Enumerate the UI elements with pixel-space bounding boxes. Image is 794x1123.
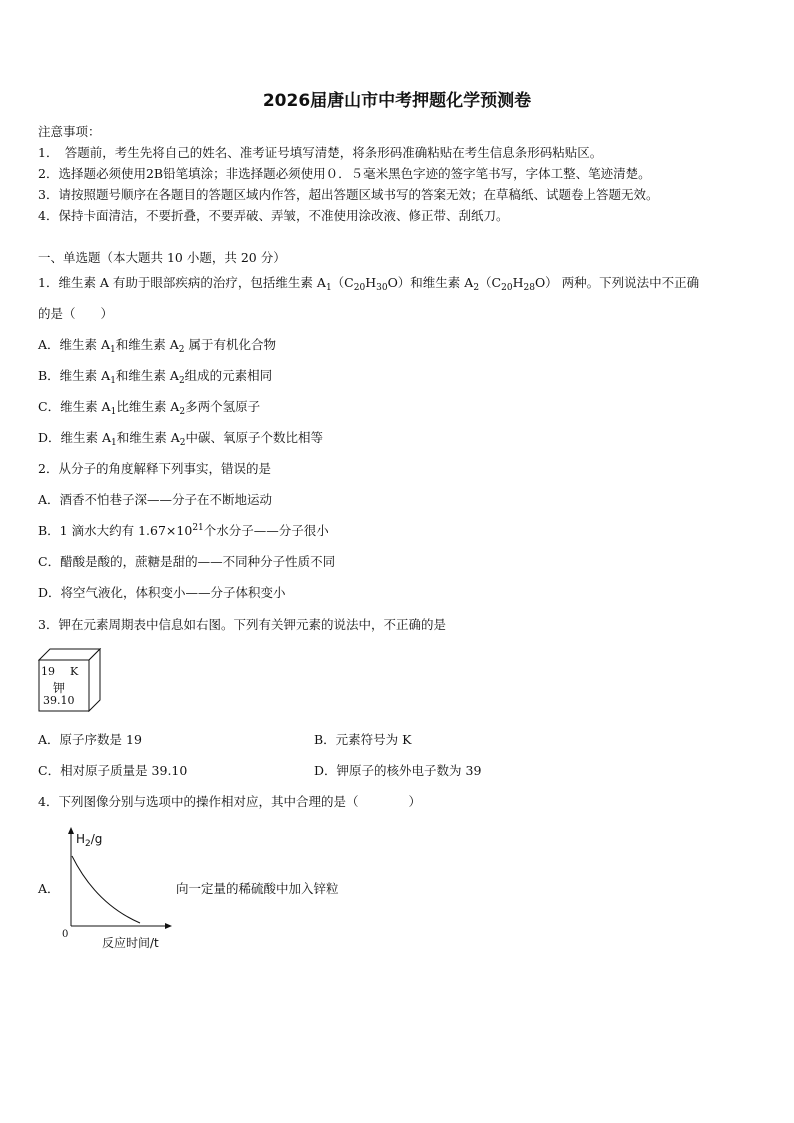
question-3-option-a: A．原子序数是 19 bbox=[38, 732, 142, 747]
option-text: 和维生素 A bbox=[116, 430, 180, 445]
graph-origin-label: 0 bbox=[62, 929, 69, 940]
option-text: 组成的元素相同 bbox=[184, 368, 273, 383]
q1-text: O） 两种。下列说法中不正确 bbox=[534, 275, 700, 290]
graph-y-label bbox=[76, 832, 102, 849]
q1-text: O）和维生素 A bbox=[387, 275, 474, 290]
element-atomic-number: 19 bbox=[41, 665, 55, 678]
option-text: 多两个氢原子 bbox=[185, 399, 261, 414]
option-text: 和维生素 A bbox=[115, 337, 179, 352]
option-text: D．维生素 A bbox=[38, 430, 112, 445]
option-text: B．1 滴水大约有 1.67×10 bbox=[38, 523, 193, 538]
note-item: 2．选择题必须使用2B铅笔填涂；非选择题必须使用０．５毫米黑色字迹的签字笔书写，字体工整、笔迹清楚。 bbox=[38, 166, 651, 181]
q1-sub: 28 bbox=[523, 283, 535, 293]
option-text: 属于有机化合物 bbox=[184, 337, 276, 352]
graph-curve bbox=[72, 856, 140, 923]
question-2-option-d: D．将空气液化，体积变小——分子体积变小 bbox=[38, 585, 286, 600]
note-item: 4．保持卡面清洁，不要折叠，不要弄破、弄皱，不准使用涂改液、修正带、刮纸刀。 bbox=[38, 208, 509, 223]
question-4-option-a-label: A． bbox=[38, 881, 60, 896]
note-item: 3．请按照题号顺序在各题目的答题区域内作答，超出答题区域书写的答案无效；在草稿纸、试题卷上答题无效。 bbox=[38, 187, 659, 202]
question-2-option-b bbox=[38, 521, 329, 539]
question-4-option-a-desc: 向一定量的稀硫酸中加入锌粒 bbox=[176, 881, 339, 896]
element-atomic-mass: 39.10 bbox=[43, 694, 75, 707]
y-label-text: H bbox=[76, 832, 86, 846]
graph-x-label: 反应时间/t bbox=[102, 936, 159, 950]
question-2-option-a: A．酒香不怕巷子深——分子在不断地运动 bbox=[38, 492, 273, 507]
option-sub: 1 bbox=[110, 345, 116, 355]
question-1-option-c bbox=[38, 397, 260, 417]
question-3-option-c: C．相对原子质量是 39.10 bbox=[38, 763, 188, 778]
question-2-stem: 2．从分子的角度解释下列事实，错误的是 bbox=[38, 461, 271, 476]
option-sub: 1 bbox=[110, 376, 116, 386]
element-name: 钾 bbox=[53, 681, 66, 695]
section-heading: 一、单选题（本大题共 10 小题，共 20 分） bbox=[38, 250, 286, 265]
page-title: 2026届唐山市中考押题化学预测卷 bbox=[262, 91, 532, 111]
q1-text: （C bbox=[331, 275, 354, 290]
option-text: A．维生素 A bbox=[38, 337, 111, 352]
note-item: 1． 答题前，考生先将自己的姓名、准考证号填写清楚，将条形码准确粘贴在考生信息条形码粘贴区。 bbox=[38, 145, 603, 160]
option-text: 中碳、氧原子个数比相等 bbox=[185, 430, 324, 445]
option-text: 和维生素 A bbox=[115, 368, 179, 383]
question-1-stem-line2: 的是（ ） bbox=[38, 306, 114, 321]
q1-text: （C bbox=[479, 275, 502, 290]
question-1-option-b bbox=[38, 366, 272, 386]
question-1-option-a bbox=[38, 335, 276, 355]
option-text: C．维生素 A bbox=[38, 399, 111, 414]
option-sub: 2 bbox=[178, 345, 185, 355]
q1-sub: 20 bbox=[501, 283, 513, 293]
option-sub: 2 bbox=[179, 407, 186, 417]
question-4-stem: 4．下列图像分别与选项中的操作相对应，其中合理的是（ ） bbox=[38, 794, 421, 809]
option-sub: 2 bbox=[178, 376, 185, 386]
q1-sub: 1 bbox=[325, 283, 332, 293]
option-text: B．维生素 A bbox=[38, 368, 111, 383]
option-text: 比维生素 A bbox=[116, 399, 180, 414]
periodic-element-card bbox=[38, 648, 102, 712]
question-3-option-d: D．钾原子的核外电子数为 39 bbox=[314, 763, 482, 778]
question-3-option-b: B．元素符号为 K bbox=[314, 732, 412, 747]
y-label-sub: 2 bbox=[85, 839, 91, 849]
question-2-option-c: C．醋酸是酸的，蔗糖是甜的——不同种分子性质不同 bbox=[38, 554, 336, 569]
question-3-stem: 3．钾在元素周期表中信息如右图。下列有关钾元素的说法中，不正确的是 bbox=[38, 617, 446, 632]
y-label-unit: /g bbox=[90, 832, 103, 846]
q1-text: 1．维生素 A 有助于眼部疾病的治疗，包括维生素 A bbox=[38, 275, 326, 290]
h2-vs-time-graph bbox=[56, 826, 196, 952]
option-sub: 2 bbox=[179, 438, 186, 448]
element-symbol: K bbox=[70, 665, 79, 678]
q1-sub: 20 bbox=[353, 283, 366, 293]
option-sup: 21 bbox=[192, 523, 204, 533]
option-text: 个水分子——分子很小 bbox=[203, 523, 329, 538]
q1-sub: 30 bbox=[376, 283, 388, 293]
option-sub: 1 bbox=[111, 438, 117, 448]
question-1-stem: 1．维生素 A 有助于眼部疾病的治疗，包括维生素 $A_1(C_{20}H_{30}O)$和维生素 $A_2(C_{20}H_{28}O)$ 两种。下列说法中不正确 bbox=[38, 275, 700, 293]
question-1-option-d bbox=[38, 428, 323, 448]
q1-sub: 2 bbox=[473, 283, 480, 293]
option-sub: 1 bbox=[110, 407, 117, 417]
notes-heading: 注意事项： bbox=[38, 124, 101, 139]
